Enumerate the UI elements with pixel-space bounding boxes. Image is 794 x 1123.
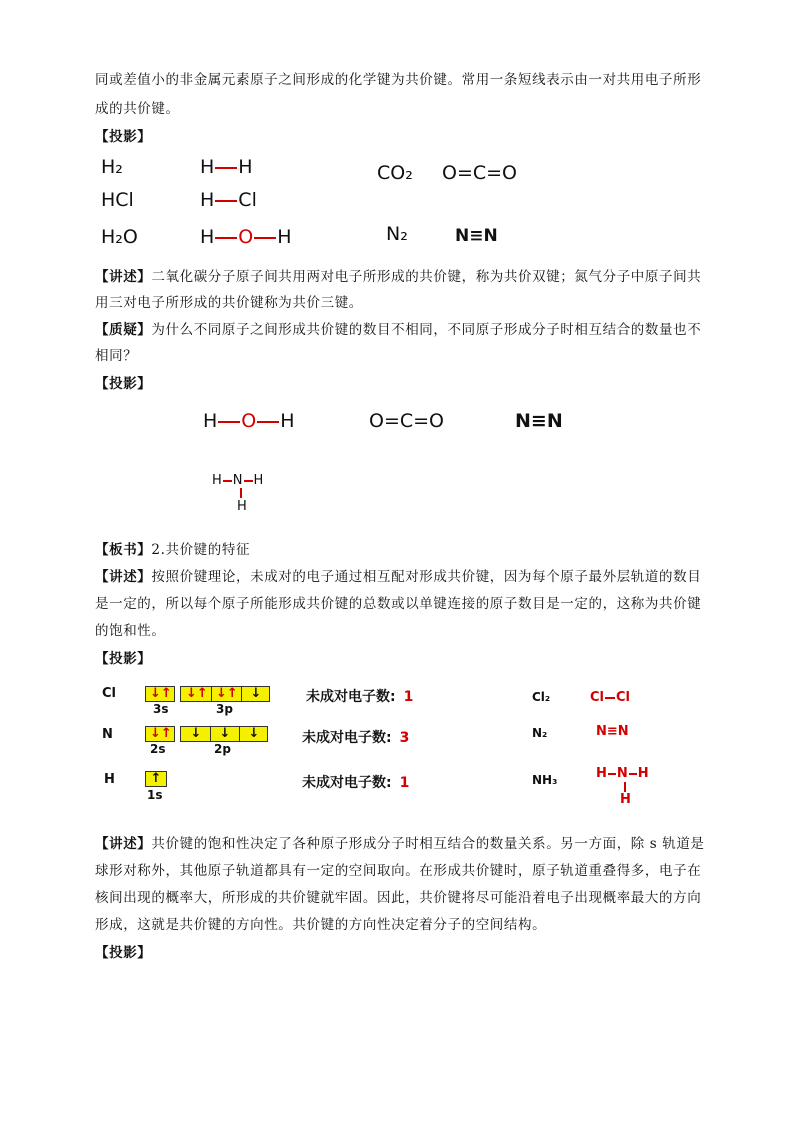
lecture-3-line-4: 形成，这就是共价键的方向性。共价键的方向性决定着分子的空间结构。 bbox=[95, 917, 547, 933]
projection-tag-3: 【投影】 bbox=[95, 651, 152, 667]
atom-oxygen: O bbox=[241, 410, 257, 432]
lecture-2-line-2: 是一定的，所以每个原子所能形成共价键的总数或以单键连接的原子数目是一定的，这称为共价键 bbox=[95, 596, 702, 612]
lecture-text: 按照价键理论，未成对的电子通过相互配对形成共价键，因为每个原子最外层轨道的数目 bbox=[151, 569, 702, 585]
h2o-formula: H₂O bbox=[101, 226, 138, 248]
co2-formula: CO₂ bbox=[377, 162, 413, 184]
orbital-label: 2s bbox=[150, 742, 166, 756]
atom: H bbox=[200, 226, 215, 248]
lecture-1-line-2: 用三对电子所形成的共价键称为共价三键。 bbox=[95, 295, 363, 311]
arrow-single: ↓ bbox=[190, 726, 202, 741]
atom: Cl bbox=[616, 690, 630, 705]
unpaired-value: 1 bbox=[403, 689, 414, 705]
single-bond bbox=[605, 697, 615, 699]
unpaired-label: 未成对电子数: bbox=[302, 775, 392, 791]
h2-formula: H₂ bbox=[101, 156, 123, 178]
unpaired-value: 1 bbox=[399, 775, 410, 791]
lecture-3-line-1 bbox=[95, 834, 705, 854]
orbital-box-3p bbox=[180, 686, 270, 702]
single-bond bbox=[629, 773, 637, 775]
orbital-label: 2p bbox=[214, 742, 231, 756]
intro-line-2: 成的共价键。 bbox=[95, 101, 180, 117]
ammonia-structure bbox=[212, 473, 263, 488]
h2-structure bbox=[200, 156, 253, 178]
atom: N bbox=[232, 473, 243, 488]
lecture-2-line-1 bbox=[95, 567, 701, 587]
unpaired-value: 3 bbox=[399, 730, 410, 746]
atom: Cl bbox=[238, 189, 257, 211]
cell-divider bbox=[241, 687, 242, 701]
lecture-tag: 【讲述】 bbox=[95, 836, 152, 852]
board-line bbox=[95, 540, 250, 560]
molecule-n2: N₂ bbox=[532, 726, 548, 740]
unpaired-count-h bbox=[302, 772, 409, 792]
arrow-single: ↓ bbox=[250, 686, 262, 701]
arrow-single: ↓ bbox=[248, 726, 260, 741]
n2-formula: N₂ bbox=[386, 223, 408, 245]
lecture-3-line-3: 核间出现的概率大，所形成的共价键就牢固。因此，共价键将尽可能沿着电子出现概率最大的方向 bbox=[95, 890, 702, 906]
lecture-tag: 【讲述】 bbox=[95, 269, 152, 285]
orbital-box-2p bbox=[180, 726, 268, 742]
water-structure bbox=[203, 410, 295, 432]
atom: H bbox=[277, 226, 292, 248]
question-line-1 bbox=[95, 320, 701, 340]
n2-triple-bond: N≡N bbox=[596, 724, 629, 739]
carbon-dioxide-structure: O=C=O bbox=[369, 410, 445, 432]
orbital-box-3s bbox=[145, 686, 175, 702]
single-bond bbox=[608, 773, 616, 775]
hcl-structure bbox=[200, 189, 257, 211]
arrow-pair: ↓↑ bbox=[150, 686, 172, 701]
single-bond bbox=[218, 421, 240, 423]
element-h: H bbox=[104, 772, 115, 787]
molecule-nh3: NH₃ bbox=[532, 773, 558, 787]
hcl-formula: HCl bbox=[101, 189, 134, 211]
arrow-pair: ↓↑ bbox=[150, 726, 172, 741]
unpaired-count-n bbox=[302, 727, 409, 747]
single-bond bbox=[254, 237, 276, 239]
unpaired-count-cl bbox=[306, 686, 413, 706]
projection-tag-2: 【投影】 bbox=[95, 376, 152, 392]
atom: H bbox=[238, 156, 253, 178]
cell-divider bbox=[210, 727, 211, 741]
atom: N bbox=[616, 766, 628, 781]
nitrogen-structure: N≡N bbox=[515, 410, 563, 432]
board-tag: 【板书】 bbox=[95, 542, 152, 558]
lecture-3-line-2: 球形对称外，其他原子轨道都具有一定的空间取向。在形成共价键时，原子轨道重叠得多，电子在 bbox=[95, 863, 702, 879]
atom: H bbox=[620, 792, 631, 807]
atom: Cl bbox=[590, 690, 604, 705]
co2-structure: O=C=O bbox=[442, 162, 518, 184]
question-text: 为什么不同原子之间形成共价键的数目不相同，不同原子形成分子时相互结合的数量也不 bbox=[151, 322, 702, 338]
element-cl: Cl bbox=[102, 686, 116, 701]
question-line-2: 相同？ bbox=[95, 348, 138, 364]
lecture-2-line-3: 的饱和性。 bbox=[95, 623, 166, 639]
atom-oxygen: O bbox=[238, 226, 254, 248]
single-bond bbox=[223, 480, 232, 482]
lecture-1-line-1 bbox=[95, 267, 701, 287]
atom: H bbox=[253, 473, 264, 488]
atom: H bbox=[203, 410, 218, 432]
molecule-cl2: Cl₂ bbox=[532, 690, 551, 704]
vertical-bond bbox=[240, 488, 242, 498]
unpaired-label: 未成对电子数: bbox=[306, 689, 396, 705]
orbital-box-1s bbox=[145, 771, 167, 787]
single-bond bbox=[215, 167, 237, 169]
orbital-label: 1s bbox=[147, 788, 163, 802]
lecture-text: 二氧化碳分子原子间共用两对电子所形成的共价键，称为共价双键；氮气分子中原子间共 bbox=[151, 269, 702, 285]
cell-divider bbox=[239, 727, 240, 741]
projection-tag-1: 【投影】 bbox=[95, 129, 152, 145]
unpaired-label: 未成对电子数: bbox=[302, 730, 392, 746]
nh3-structure bbox=[596, 766, 649, 781]
n2-structure: N≡N bbox=[455, 226, 498, 246]
question-tag: 【质疑】 bbox=[95, 322, 152, 338]
arrow-pair: ↓↑ bbox=[186, 686, 208, 701]
cell-divider bbox=[211, 687, 212, 701]
board-text: 2.共价键的特征 bbox=[151, 542, 251, 558]
cl2-structure bbox=[590, 690, 630, 705]
element-n: N bbox=[102, 727, 113, 742]
arrow-single: ↑ bbox=[150, 771, 162, 786]
orbital-label: 3s bbox=[153, 702, 169, 716]
h2o-structure bbox=[200, 226, 292, 248]
orbital-label: 3p bbox=[216, 702, 233, 716]
arrow-pair: ↓↑ bbox=[216, 686, 238, 701]
atom: H bbox=[596, 766, 607, 781]
arrow-single: ↓ bbox=[219, 726, 231, 741]
single-bond bbox=[215, 200, 237, 202]
orbital-box-2s bbox=[145, 726, 175, 742]
lecture-text: 共价键的饱和性决定了各种原子形成分子时相互结合的数量关系。另一方面，除 s 轨道是 bbox=[151, 836, 705, 852]
atom: H bbox=[280, 410, 295, 432]
single-bond bbox=[244, 480, 253, 482]
single-bond bbox=[257, 421, 279, 423]
vertical-bond bbox=[624, 782, 626, 792]
atom: H bbox=[200, 189, 215, 211]
single-bond bbox=[215, 237, 237, 239]
lecture-tag: 【讲述】 bbox=[95, 569, 152, 585]
projection-tag-4: 【投影】 bbox=[95, 945, 152, 961]
atom: H bbox=[212, 473, 222, 488]
atom: H bbox=[237, 499, 247, 514]
atom: H bbox=[637, 766, 649, 781]
atom: H bbox=[200, 156, 215, 178]
intro-line-1: 同或差值小的非金属元素原子之间形成的化学键为共价键。常用一条短线表示由一对共用电子所形 bbox=[95, 72, 702, 88]
